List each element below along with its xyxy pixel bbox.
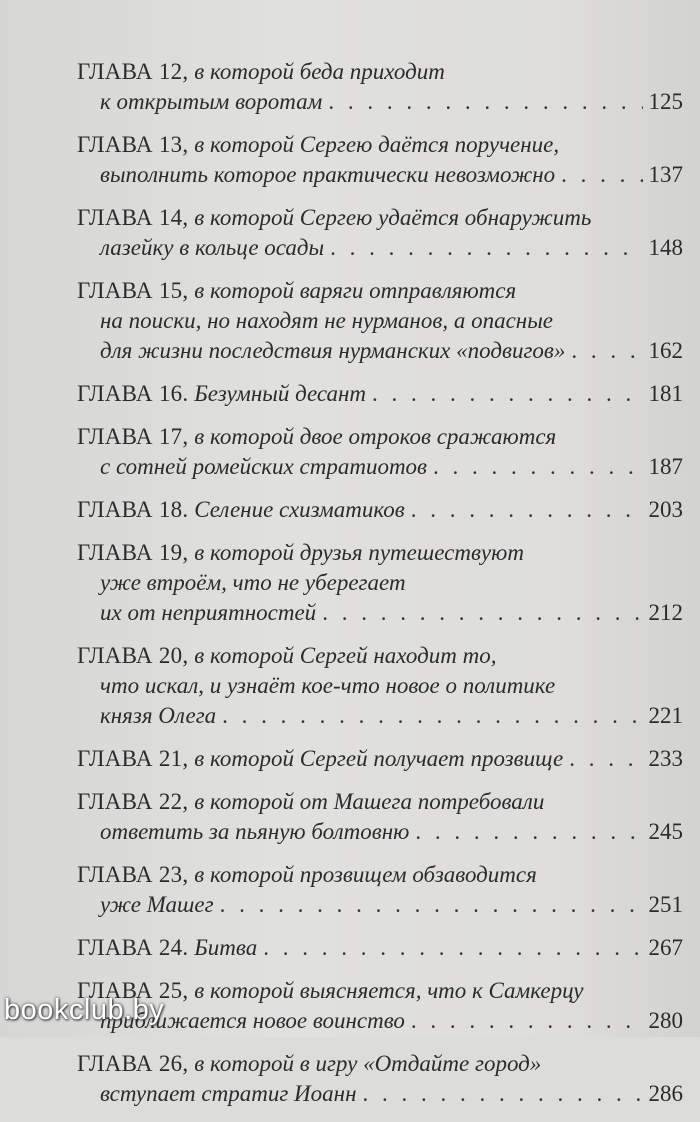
page-number: 251 — [648, 892, 683, 917]
toc-entry — [77, 641, 683, 731]
chapter-title: Селение схизматиков — [194, 497, 405, 522]
toc-line — [77, 87, 683, 117]
toc-line — [77, 933, 683, 963]
chapter-title: в которой от Машега потребовали — [194, 789, 545, 814]
toc-line — [77, 817, 683, 847]
page-number: 212 — [648, 600, 683, 625]
chapter-label: ГЛАВА 21, — [77, 746, 189, 771]
chapter-label: ГЛАВА 14, — [77, 205, 189, 230]
chapter-label: ГЛАВА 13, — [77, 132, 189, 157]
dot-leader — [569, 744, 642, 774]
toc-entry — [77, 787, 683, 847]
dot-leader — [415, 817, 642, 847]
toc-line — [77, 1079, 683, 1109]
chapter-label: ГЛАВА 22, — [77, 789, 189, 814]
chapter-title: приближается новое воинство — [100, 1008, 405, 1033]
toc-line — [77, 203, 683, 233]
page-number: 280 — [648, 1008, 683, 1033]
page-number: 181 — [648, 381, 683, 406]
toc-line — [77, 787, 683, 817]
toc-line — [77, 1006, 683, 1036]
toc-entry — [77, 130, 683, 190]
toc-line — [77, 336, 683, 366]
chapter-title: выполнить которое практически невозможно — [100, 162, 556, 187]
page-number: 245 — [648, 819, 683, 844]
chapter-title: в которой прозвищем обзаводится — [194, 862, 537, 887]
chapter-title: в которой варяги отправляются — [194, 278, 517, 303]
dot-leader — [362, 1079, 642, 1109]
toc-entry — [77, 495, 683, 525]
toc-entry — [77, 379, 683, 409]
toc-entry — [77, 1049, 683, 1109]
page-number: 125 — [648, 89, 683, 114]
chapter-label: ГЛАВА 16. — [77, 381, 189, 406]
page-number: 187 — [648, 454, 683, 479]
chapter-title: вступает стратиг Иоанн — [100, 1081, 357, 1106]
toc-line — [77, 671, 683, 701]
page-number: 286 — [648, 1081, 683, 1106]
chapter-title: в которой беда приходит — [194, 59, 445, 84]
chapter-title: в которой друзья путешествуют — [194, 540, 524, 565]
toc-line — [77, 130, 683, 160]
page-number: 233 — [648, 746, 683, 771]
page-number: 267 — [648, 935, 683, 960]
chapter-title: лазейку в кольце осады — [100, 235, 325, 260]
chapter-title: в которой Сергею удаётся обнаружить — [194, 205, 592, 230]
toc-line — [77, 860, 683, 890]
chapter-title: на поиски, но находят не нурманов, а опасные — [100, 308, 553, 333]
chapter-title: в которой Сергею даётся поручение, — [194, 132, 560, 157]
toc-entry — [77, 976, 683, 1036]
dot-leader — [411, 1006, 643, 1036]
toc-entry — [77, 538, 683, 628]
chapter-label: ГЛАВА 17, — [77, 424, 189, 449]
dot-leader — [372, 379, 642, 409]
site-watermark: bookclub.by — [4, 994, 165, 1026]
dot-leader — [222, 701, 642, 731]
toc-line — [77, 568, 683, 598]
chapter-title: в которой в игру «Отдайте город» — [194, 1051, 542, 1076]
chapter-label: ГЛАВА 20, — [77, 643, 189, 668]
toc-entry — [77, 276, 683, 366]
page-number: 137 — [648, 162, 683, 187]
toc-line — [77, 890, 683, 920]
chapter-title: с сотней ромейских стратиотов — [100, 454, 428, 479]
toc-entry — [77, 422, 683, 482]
toc-line — [77, 379, 683, 409]
chapter-title: Битва — [194, 935, 258, 960]
table-of-contents — [77, 57, 683, 1122]
page-number: 162 — [648, 338, 683, 363]
dot-leader — [220, 890, 643, 920]
chapter-label: ГЛАВА 26, — [77, 1051, 189, 1076]
dot-leader — [433, 452, 642, 482]
chapter-title: для жизни последствия нурманских «подвигов» — [100, 338, 566, 363]
toc-line — [77, 1049, 683, 1079]
toc-line — [77, 744, 683, 774]
dot-leader — [322, 598, 642, 628]
chapter-title: к открытым воротам — [100, 89, 323, 114]
chapter-title: в которой выясняется, что к Самкерцу — [194, 978, 584, 1003]
toc-line — [77, 306, 683, 336]
dot-leader — [330, 233, 642, 263]
toc-line — [77, 495, 683, 525]
toc-entry — [77, 933, 683, 963]
toc-entry — [77, 744, 683, 774]
toc-entry — [77, 203, 683, 263]
chapter-title: Безумный десант — [194, 381, 367, 406]
toc-line — [77, 641, 683, 671]
page-number: 203 — [648, 497, 683, 522]
dot-leader — [571, 336, 642, 366]
chapter-title: в которой двое отроков сражаются — [194, 424, 557, 449]
toc-line — [77, 160, 683, 190]
toc-line — [77, 57, 683, 87]
chapter-title: в которой Сергей находит то, — [194, 643, 497, 668]
toc-line — [77, 598, 683, 628]
chapter-title: их от неприятностей — [100, 600, 317, 625]
chapter-title: уже втроём, что не уберегает — [100, 570, 406, 595]
toc-line — [77, 233, 683, 263]
toc-entry — [77, 860, 683, 920]
toc-line — [77, 701, 683, 731]
chapter-title: в которой Сергей получает прозвище — [194, 746, 564, 771]
toc-line — [77, 538, 683, 568]
chapter-title: уже Машег — [100, 892, 214, 917]
chapter-label: ГЛАВА 15, — [77, 278, 189, 303]
dot-leader — [411, 495, 643, 525]
toc-line — [77, 422, 683, 452]
toc-line — [77, 276, 683, 306]
chapter-label: ГЛАВА 24. — [77, 935, 189, 960]
chapter-label: ГЛАВА 18. — [77, 497, 189, 522]
page-number: 148 — [648, 235, 683, 260]
toc-entry — [77, 57, 683, 117]
page-number: 221 — [648, 703, 683, 728]
chapter-title: ответить за пьяную болтовню — [100, 819, 410, 844]
dot-leader — [328, 87, 642, 117]
chapter-title: что искал, и узнаёт кое-что новое о политике — [100, 673, 556, 698]
chapter-label: ГЛАВА 23, — [77, 862, 189, 887]
toc-line — [77, 976, 683, 1006]
chapter-label: ГЛАВА 19, — [77, 540, 189, 565]
chapter-title: князя Олега — [100, 703, 217, 728]
toc-line — [77, 452, 683, 482]
chapter-label: ГЛАВА 12, — [77, 59, 189, 84]
dot-leader — [561, 160, 642, 190]
chapter-label: ГЛАВА 25, — [77, 978, 189, 1003]
dot-leader — [263, 933, 642, 963]
